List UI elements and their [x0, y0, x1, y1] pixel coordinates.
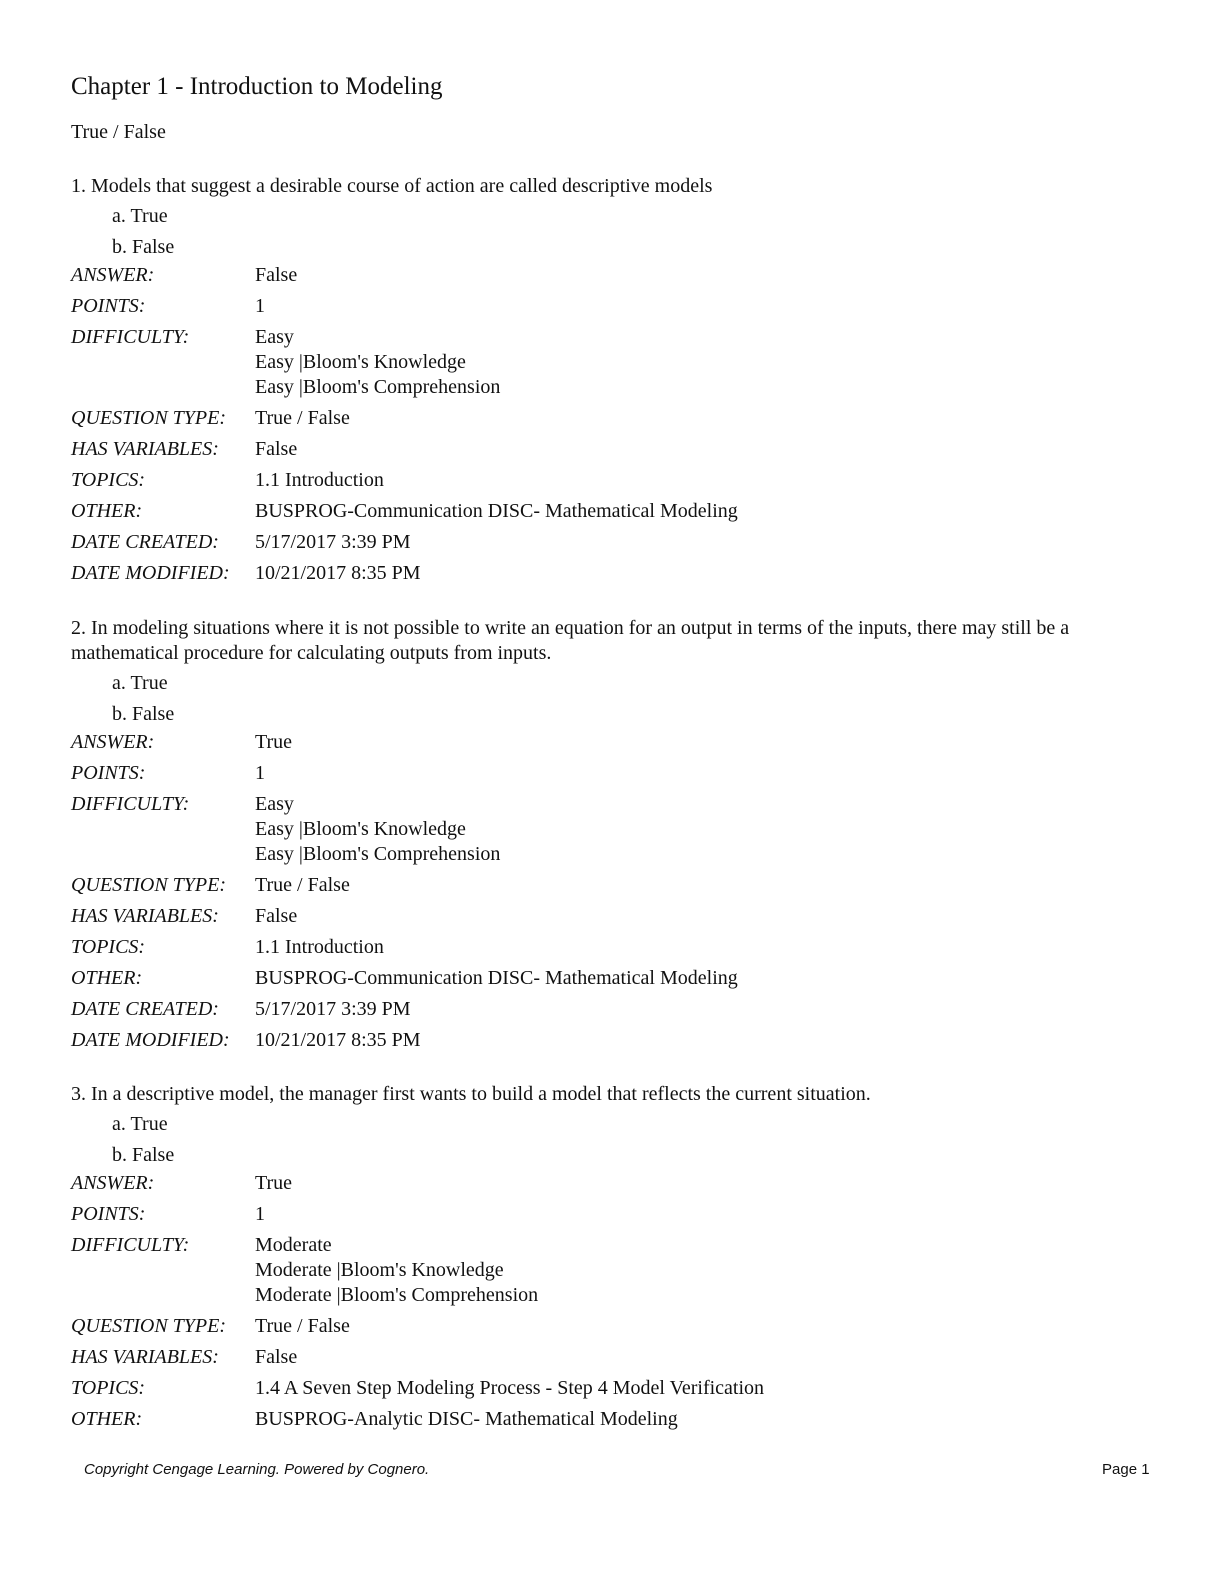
question-1 — [71, 172, 1161, 592]
date-created-value: 5/17/2017 3:39 PM — [255, 531, 411, 553]
answer-value: False — [255, 264, 298, 286]
has-variables-row — [71, 1345, 1161, 1370]
difficulty-value: Easy — [255, 793, 294, 815]
answer-label: ANSWER: — [71, 1172, 155, 1194]
option-b: b. False — [112, 703, 175, 725]
other-row — [71, 966, 1161, 991]
date-modified-label: DATE MODIFIED: — [71, 562, 230, 584]
other-row — [71, 499, 1161, 524]
question-type-row — [71, 873, 1161, 898]
answer-label: ANSWER: — [71, 264, 155, 286]
topics-value: 1.4 A Seven Step Modeling Process - Step 4 Model Verification — [255, 1377, 765, 1399]
date-modified-label: DATE MODIFIED: — [71, 1029, 230, 1051]
difficulty-value: Easy — [255, 326, 294, 348]
difficulty-value: Moderate |Bloom's Comprehension — [255, 1284, 539, 1306]
has-variables-value: False — [255, 438, 298, 460]
date-modified-row — [71, 561, 1161, 586]
option-b: b. False — [112, 1144, 175, 1166]
difficulty-value: Easy |Bloom's Knowledge — [255, 818, 466, 840]
difficulty-values — [255, 792, 1161, 867]
answer-options — [71, 201, 1161, 263]
answer-options — [71, 668, 1161, 730]
difficulty-row — [71, 792, 1161, 867]
answer-row — [71, 263, 1161, 288]
answer-value: True — [255, 731, 293, 753]
question-text: 2. In modeling situations where it is not possible to write an equation for an output in terms of the inputs, there may still be a mathematical procedure for calculating outputs from inputs. — [71, 617, 1070, 664]
question-metadata — [71, 1171, 1161, 1432]
answer-row — [71, 730, 1161, 755]
points-row — [71, 761, 1161, 786]
date-created-value: 5/17/2017 3:39 PM — [255, 998, 411, 1020]
has-variables-value: False — [255, 1346, 298, 1368]
question-type-row — [71, 1314, 1161, 1339]
answer-options — [71, 1109, 1161, 1171]
date-created-row — [71, 530, 1161, 555]
topics-row — [71, 935, 1161, 960]
points-value: 1 — [255, 295, 265, 317]
points-label: POINTS: — [71, 762, 146, 784]
question-metadata — [71, 730, 1161, 1053]
other-label: OTHER: — [71, 1408, 143, 1430]
difficulty-row — [71, 325, 1161, 400]
question-metadata — [71, 263, 1161, 586]
option-a: a. True — [112, 205, 168, 227]
section-label: True / False — [71, 121, 166, 143]
difficulty-label: DIFFICULTY: — [71, 326, 190, 348]
has-variables-row — [71, 904, 1161, 929]
question-type-value: True / False — [255, 407, 350, 429]
question-text: 1. Models that suggest a desirable course of action are called descriptive models — [71, 175, 713, 197]
question-2 — [71, 614, 1161, 1059]
other-value: BUSPROG-Communication DISC- Mathematical Modeling — [255, 967, 738, 989]
difficulty-value: Easy |Bloom's Comprehension — [255, 843, 501, 865]
date-created-row — [71, 997, 1161, 1022]
date-modified-value: 10/21/2017 8:35 PM — [255, 1029, 421, 1051]
difficulty-label: DIFFICULTY: — [71, 1234, 190, 1256]
points-row — [71, 294, 1161, 319]
question-type-row — [71, 406, 1161, 431]
other-row — [71, 1407, 1161, 1432]
difficulty-value: Easy |Bloom's Comprehension — [255, 376, 501, 398]
date-created-label: DATE CREATED: — [71, 998, 219, 1020]
answer-value: True — [255, 1172, 293, 1194]
topics-value: 1.1 Introduction — [255, 469, 384, 491]
difficulty-value: Moderate — [255, 1234, 332, 1256]
difficulty-row — [71, 1233, 1161, 1308]
question-3 — [71, 1080, 1161, 1438]
chapter-title: Chapter 1 - Introduction to Modeling — [71, 73, 443, 100]
points-row — [71, 1202, 1161, 1227]
page-number: Page 1 — [1102, 1461, 1150, 1478]
question-type-label: QUESTION TYPE: — [71, 407, 227, 429]
answer-row — [71, 1171, 1161, 1196]
points-label: POINTS: — [71, 295, 146, 317]
date-created-label: DATE CREATED: — [71, 531, 219, 553]
difficulty-label: DIFFICULTY: — [71, 793, 190, 815]
has-variables-label: HAS VARIABLES: — [71, 905, 219, 927]
question-type-label: QUESTION TYPE: — [71, 1315, 227, 1337]
option-a: a. True — [112, 1113, 168, 1135]
topics-label: TOPICS: — [71, 1377, 146, 1399]
answer-label: ANSWER: — [71, 731, 155, 753]
topics-value: 1.1 Introduction — [255, 936, 384, 958]
has-variables-value: False — [255, 905, 298, 927]
date-modified-row — [71, 1028, 1161, 1053]
option-a: a. True — [112, 672, 168, 694]
copyright-text: Copyright Cengage Learning. Powered by Cognero. — [84, 1461, 430, 1478]
difficulty-value: Moderate |Bloom's Knowledge — [255, 1259, 504, 1281]
has-variables-label: HAS VARIABLES: — [71, 438, 219, 460]
topics-label: TOPICS: — [71, 469, 146, 491]
difficulty-values — [255, 325, 1161, 400]
points-label: POINTS: — [71, 1203, 146, 1225]
other-value: BUSPROG-Communication DISC- Mathematical Modeling — [255, 500, 738, 522]
question-type-label: QUESTION TYPE: — [71, 874, 227, 896]
option-b: b. False — [112, 236, 175, 258]
other-label: OTHER: — [71, 500, 143, 522]
topics-row — [71, 1376, 1161, 1401]
date-modified-value: 10/21/2017 8:35 PM — [255, 562, 421, 584]
has-variables-row — [71, 437, 1161, 462]
has-variables-label: HAS VARIABLES: — [71, 1346, 219, 1368]
question-type-value: True / False — [255, 1315, 350, 1337]
question-text: 3. In a descriptive model, the manager first wants to build a model that reflects the current situation. — [71, 1083, 871, 1105]
points-value: 1 — [255, 1203, 265, 1225]
topics-row — [71, 468, 1161, 493]
question-type-value: True / False — [255, 874, 350, 896]
difficulty-value: Easy |Bloom's Knowledge — [255, 351, 466, 373]
points-value: 1 — [255, 762, 265, 784]
topics-label: TOPICS: — [71, 936, 146, 958]
other-label: OTHER: — [71, 967, 143, 989]
other-value: BUSPROG-Analytic DISC- Mathematical Modeling — [255, 1408, 678, 1430]
difficulty-values — [255, 1233, 1161, 1308]
